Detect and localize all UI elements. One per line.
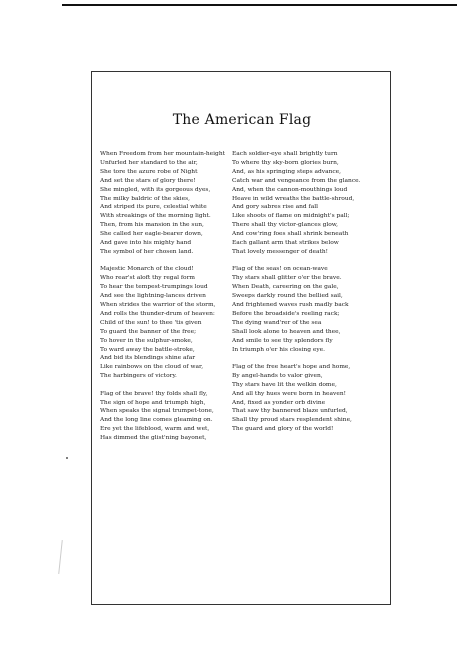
poem-line: The guard and glory of the world! — [232, 426, 334, 433]
poem-line: That saw thy bannered blaze unfurled, — [232, 408, 348, 415]
stanza — [232, 265, 361, 354]
poem-line: Unfurled her standard to the air, — [100, 159, 198, 166]
poem-line: To ward away the battle-stroke, — [100, 346, 195, 353]
poem-line: Flag of the free heart's hope and home, — [232, 363, 351, 370]
poem-line: With streakings of the morning light. — [100, 213, 211, 220]
poem-line: Child of the sun! to thee 'tis given — [100, 319, 202, 326]
poem-line: In triumph o'er his closing eye. — [232, 346, 326, 353]
poem-line: Catch war and vengeance from the glance. — [232, 177, 361, 184]
poem-line: The symbol of her chosen land. — [100, 248, 194, 255]
poem-line: When strides the warrior of the storm, — [100, 302, 216, 308]
poem-line: By angel-hands to valor given, — [232, 372, 323, 379]
poem-title: The American Flag — [172, 112, 312, 128]
poem-line: And gave into his mighty hand — [100, 240, 192, 247]
poem-line: And smile to see thy splendors fly — [232, 337, 333, 344]
poem-line: The sign of hope and triumph high, — [100, 399, 206, 406]
poem-line: Shall thy proud stars resplendent shine, — [232, 417, 352, 424]
poem-line: Ere yet the lifeblood, warm and wet, — [100, 426, 210, 433]
poem-line: When Death, careering on the gale, — [232, 284, 339, 291]
poem-line: And, fixed as yonder orb divine — [232, 399, 326, 406]
poem-line: And gory sabres rise and fall — [232, 204, 319, 211]
poem-line: Before the broadside's reeling rack; — [232, 310, 340, 317]
poem-line: And striped its pure, celestial white — [100, 204, 207, 211]
poem-line: And frightened waves rush madly back — [232, 302, 349, 308]
poem-line: Thy stars have lit the welkin dome, — [232, 381, 337, 388]
poem-line: Thy stars shall glitter o'er the brave. — [232, 275, 342, 282]
poem-line: To guard the banner of the free; — [100, 328, 197, 335]
poem-line: And, when the cannon-mouthings loud — [232, 186, 348, 193]
poem-line: To hear the tempest-trumpings loud — [100, 284, 208, 291]
poem-line: Shall look alone to heaven and thee, — [232, 328, 341, 335]
right-column — [232, 150, 361, 443]
poem-line: The harbingers of victory. — [100, 373, 177, 380]
poem-line: That lovely messenger of death! — [232, 248, 329, 255]
poem-line: To where thy sky-born glories burn, — [232, 159, 339, 166]
stanza — [232, 363, 361, 434]
margin-mark — [58, 540, 63, 574]
poem-line: Like shoots of flame on midnight's pall; — [232, 213, 350, 220]
poem-line: Each gallant arm that strikes below — [232, 240, 339, 247]
poem-line: And, as his springing steps advance, — [232, 168, 342, 175]
poem-line: Flag of the seas! on ocean-wave — [232, 266, 328, 273]
poem-line: Has dimmed the glist'ning bayonet, — [100, 435, 207, 442]
poem-line: And bid its blendings shine afar — [100, 355, 196, 362]
poem-line: And set the stars of glory there! — [100, 177, 196, 184]
poem-line: Like rainbows on the cloud of war, — [100, 364, 204, 371]
poem-line: She mingled, with its gorgeous dyes, — [100, 186, 211, 193]
poem-line: Then, from his mansion in the sun, — [100, 222, 204, 229]
poem-line: Sweeps darkly round the bellied sail, — [232, 293, 343, 300]
poem-line: To hover in the sulphur-smoke, — [100, 337, 193, 344]
poem-line: And see the lightning-lances driven — [100, 293, 206, 300]
stanza — [100, 390, 225, 443]
poem-line: The dying wand'rer of the sea — [232, 319, 322, 326]
poem-line: Flag of the brave! thy folds shall fly, — [100, 390, 208, 397]
poem-line: And all thy hues were born in heaven! — [232, 390, 346, 397]
stanza — [232, 150, 361, 257]
poem-line: And cow'ring foes shall shrink beneath — [232, 231, 349, 238]
stanza — [100, 150, 225, 257]
poem-line: Each soldier-eye shall brightly turn — [232, 151, 338, 157]
poem-line: When Freedom from her mountain-height — [100, 151, 225, 157]
poem-line: And the long line comes gleaming on. — [100, 417, 213, 424]
poem-line: There shall thy victor-glances glow, — [232, 222, 339, 229]
poem-line: Heave in wild wreaths the battle-shroud, — [232, 195, 355, 202]
margin-speck — [66, 457, 68, 459]
top-rule — [62, 4, 457, 6]
poem-line: She tore the azure robe of Night — [100, 168, 198, 175]
poem-line: Majestic Monarch of the cloud! — [100, 266, 194, 273]
poem-line: And rolls the thunder-drum of heaven: — [100, 310, 215, 317]
poem-frame — [91, 71, 391, 605]
stanza — [100, 265, 225, 381]
poem-line: Who rear'st aloft thy regal form — [100, 275, 195, 282]
poem-line: The milky baldric of the skies, — [100, 195, 190, 202]
left-column — [100, 150, 225, 452]
poem-line: When speaks the signal trumpet-tone, — [100, 408, 214, 415]
poem-line: She called her eagle-bearer down, — [100, 231, 203, 238]
